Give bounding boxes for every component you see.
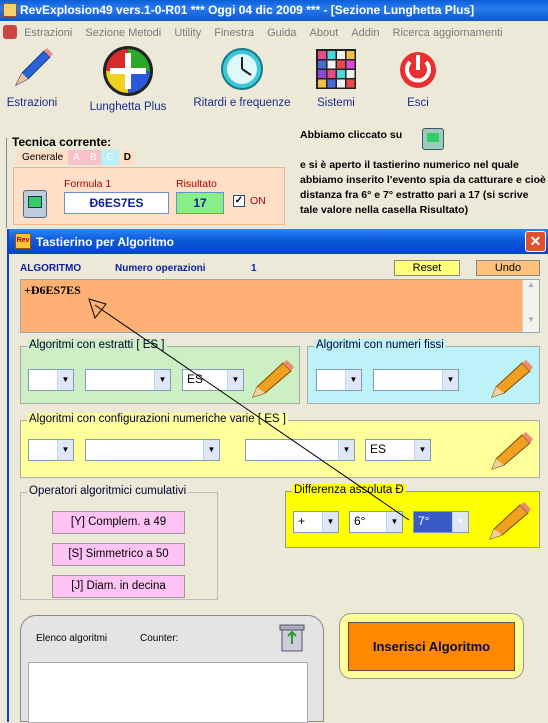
numero-operazioni-label: Numero operazioni — [115, 263, 206, 274]
toolbar-ritardi-button[interactable]: Ritardi e frequenze — [184, 45, 300, 109]
diff-select-b[interactable]: 7° ▼ — [413, 511, 469, 533]
diff-select-a[interactable]: 6° ▼ — [349, 511, 403, 533]
group-estratti-label: Algoritmi con estratti [ ES ] — [29, 339, 165, 351]
numero-operazioni-value: 1 — [251, 263, 257, 274]
chevron-down-icon: ▼ — [452, 512, 468, 532]
diam-decina-button[interactable]: [J] Diam. in decina — [52, 575, 185, 598]
keypad-icon[interactable] — [23, 190, 47, 218]
elenco-label: Elenco algoritmi — [36, 633, 108, 644]
toolbar-sistemi-button[interactable]: Sistemi — [308, 45, 364, 109]
formula-panel — [13, 167, 285, 225]
tab-a[interactable]: A — [68, 150, 85, 165]
grid-cell — [337, 51, 345, 59]
elenco-list[interactable] — [28, 662, 308, 723]
chevron-down-icon: ▼ — [203, 440, 219, 460]
grid-cell — [318, 70, 326, 78]
menu-estrazioni[interactable]: Estrazioni — [24, 27, 73, 39]
color-wheel-icon — [100, 45, 156, 97]
chevron-down-icon: ▼ — [386, 512, 402, 532]
grid-cell — [347, 80, 355, 88]
dialog-title: Tastierino per Algoritmo — [36, 235, 175, 249]
group-cumulativi-label: Operatori algoritmici cumulativi — [29, 485, 187, 497]
menu-guida[interactable]: Guida — [267, 27, 297, 39]
grid-cell — [328, 70, 336, 78]
recycle-bin-icon[interactable] — [279, 622, 305, 652]
chevron-down-icon: ▼ — [154, 370, 170, 390]
tab-d[interactable]: D — [119, 150, 136, 165]
chevron-down-icon: ▼ — [442, 370, 458, 390]
on-checkbox[interactable]: ✓ — [234, 195, 244, 206]
group-fissi-label: Algoritmi con numeri fissi — [316, 339, 444, 351]
complem-49-button[interactable]: [Y] Complem. a 49 — [52, 511, 185, 534]
note-first-line: Abbiamo cliccato su — [300, 129, 403, 141]
menu-ricerca-aggiornamenti[interactable]: Ricerca aggiornamenti — [392, 27, 503, 39]
technique-tabs — [17, 150, 136, 165]
power-icon — [395, 45, 441, 93]
app-title-bar — [0, 0, 548, 21]
grid-cell — [318, 61, 326, 69]
keypad-small-icon — [422, 128, 444, 150]
tab-c[interactable]: C — [101, 150, 118, 165]
grid-cell — [328, 61, 336, 69]
toolbar — [0, 43, 548, 125]
formula-input[interactable]: Đ6ES7ES — [64, 192, 169, 214]
grid-cell — [318, 80, 326, 88]
formula-label: Formula 1 — [64, 178, 112, 190]
counter-label: Counter: — [140, 633, 179, 644]
tab-b[interactable]: B — [85, 150, 102, 165]
chevron-down-icon: ▼ — [57, 370, 73, 390]
toolbar-esci-button[interactable]: Esci — [392, 45, 444, 109]
chevron-down-icon: ▼ — [322, 512, 338, 532]
tab-generale[interactable]: Generale — [17, 150, 68, 165]
reset-button[interactable]: Reset — [394, 260, 460, 276]
tecnica-label: Tecnica corrente: — [12, 135, 112, 149]
menu-addin[interactable]: Addin — [351, 27, 380, 39]
config-select-es[interactable]: ES ▼ — [365, 439, 431, 461]
grid-cell — [318, 51, 326, 59]
note-body: e si è aperto il tastierino numerico nel quale abbiamo inserito l'evento spia da catturare e cioè distanza fra 6° e 7° estratto pari a 17 (si scrive tale valore nella casella Risultato) — [300, 159, 546, 216]
risultato-input[interactable]: 17 — [176, 192, 224, 214]
dialog-app-icon: Rev — [15, 233, 31, 249]
menu-finestra[interactable]: Finestra — [214, 27, 255, 39]
app-title: RevExplosion49 vers.1-0-R01 *** Oggi 04 dic 2009 *** - [Sezione Lunghetta Plus] — [20, 3, 475, 17]
inserisci-algoritmo-button[interactable]: Inserisci Algoritmo — [348, 622, 515, 671]
inserisci-frame — [339, 613, 524, 679]
algorithm-scrollbar[interactable]: ▲ ▼ — [522, 280, 539, 332]
risultato-label: Risultato — [176, 178, 217, 190]
chevron-down-icon: ▼ — [338, 440, 354, 460]
toolbar-lunghetta-button[interactable]: Lunghetta Plus — [80, 45, 176, 113]
group-configurazioni-label: Algoritmi con configurazioni numeriche varie [ ES ] — [29, 413, 286, 425]
grid-cell — [347, 70, 355, 78]
grid-icon — [312, 45, 360, 93]
grid-cell — [347, 61, 355, 69]
simmetrico-50-button[interactable]: [S] Simmetrico a 50 — [52, 543, 185, 566]
grid-cell — [337, 70, 345, 78]
pencil-icon — [8, 45, 56, 93]
chevron-down-icon: ▼ — [414, 440, 430, 460]
explanation-note — [300, 128, 548, 218]
on-label: ON — [250, 195, 266, 207]
mdi-child-icon[interactable] — [3, 25, 17, 39]
elenco-panel — [20, 615, 324, 722]
menu-sezione-metodi[interactable]: Sezione Metodi — [85, 27, 162, 39]
menu-about[interactable]: About — [309, 27, 339, 39]
algorithm-text: +Đ6ES7ES — [24, 283, 81, 297]
menu-bar — [0, 21, 548, 43]
chevron-down-icon: ▼ — [227, 370, 243, 390]
toolbar-estrazioni-button[interactable]: Estrazioni — [2, 45, 62, 109]
grid-cell — [347, 51, 355, 59]
chevron-down-icon: ▼ — [57, 440, 73, 460]
group-differenza-label: Differenza assoluta Đ — [294, 484, 404, 496]
estratti-select-es[interactable]: ES ▼ — [182, 369, 244, 391]
chevron-down-icon: ▼ — [345, 370, 361, 390]
close-icon[interactable]: ✕ — [525, 231, 546, 252]
tastierino-dialog — [7, 229, 548, 722]
menu-utility[interactable]: Utility — [174, 27, 202, 39]
undo-button[interactable]: Undo — [476, 260, 540, 276]
grid-cell — [337, 61, 345, 69]
grid-cell — [337, 80, 345, 88]
diff-select-op[interactable]: + ▼ — [293, 511, 339, 533]
clock-icon — [218, 45, 266, 93]
grid-cell — [328, 51, 336, 59]
grid-cell — [328, 80, 336, 88]
app-icon — [3, 3, 17, 17]
algoritmo-label: ALGORITMO — [20, 263, 82, 274]
